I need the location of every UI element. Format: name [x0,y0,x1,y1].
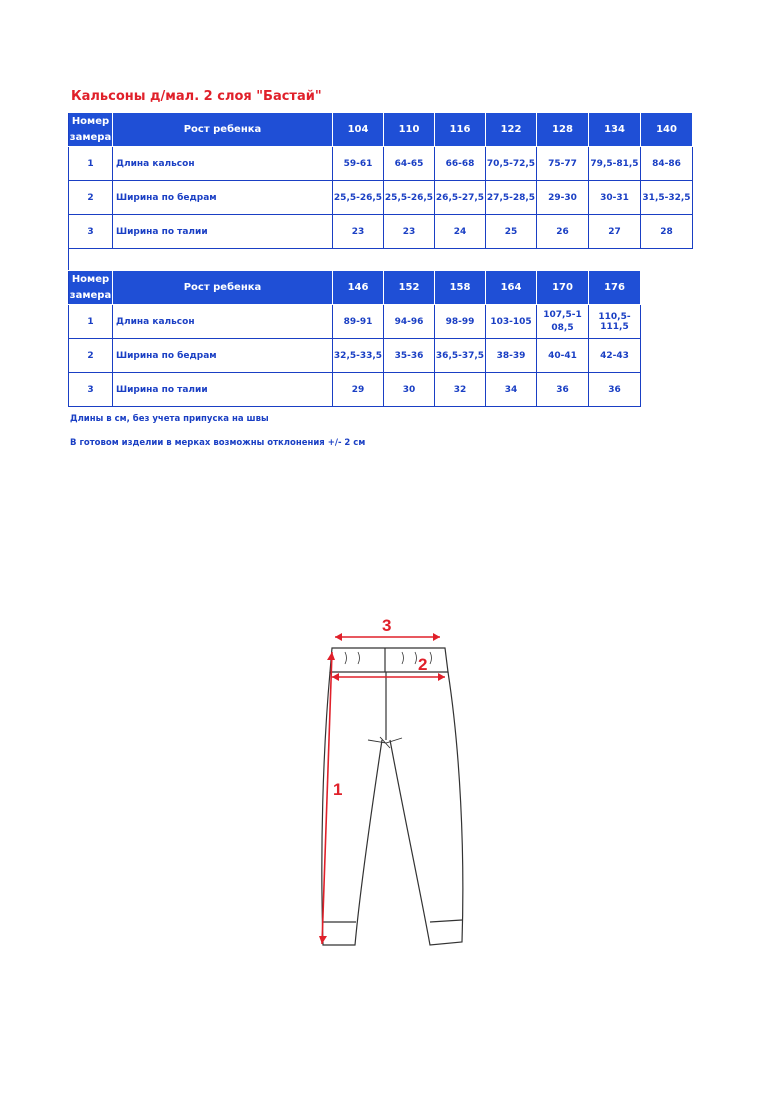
table-cell: 36,5-37,5 [435,339,486,373]
measure-number: 2 [69,181,113,215]
table-cell: 59-61 [333,147,384,181]
table-cell: 35-36 [384,339,435,373]
table-row [69,215,693,249]
note-seam-allowance: Длины в см, без учета припуска на швы [70,414,269,424]
table-cell: 84-86 [641,147,693,181]
measure-name: Ширина по талии [113,373,333,407]
table-cell: 42-43 [589,339,641,373]
header-size: 170 [537,271,589,305]
table-cell: 27,5-28,5 [486,181,537,215]
table-cell: 24 [435,215,486,249]
waist-width-label: 3 [382,616,392,635]
table-cell: 107,5-108,5 [537,305,589,339]
table-cell: 94-96 [384,305,435,339]
table-cell: 110,5-111,5 [589,305,641,339]
page-title: Кальсоны д/мал. 2 слоя "Бастай" [71,89,322,104]
table-cell: 38-39 [486,339,537,373]
measure-name: Длина кальсон [113,305,333,339]
table-cell: 89-91 [333,305,384,339]
measure-number: 2 [69,339,113,373]
header-size: 176 [589,271,641,305]
header-height-label: Рост ребенка [113,113,333,147]
header-measure-number: Номер замера [69,113,113,147]
measure-number: 1 [69,147,113,181]
table-cell: 34 [486,373,537,407]
header-size: 116 [435,113,486,147]
table-cell: 26 [537,215,589,249]
table-row [69,373,641,407]
note-tolerance: В готовом изделии в мерках возможны отклонения +/- 2 см [70,438,366,448]
table-row [69,305,641,339]
table-cell: 28 [641,215,693,249]
table-row [69,181,693,215]
header-size: 104 [333,113,384,147]
measure-name: Ширина по бедрам [113,181,333,215]
size-table-2 [68,270,641,407]
table-header-row [69,113,693,147]
measure-name: Ширина по бедрам [113,339,333,373]
header-height-label: Рост ребенка [113,271,333,305]
header-size: 152 [384,271,435,305]
table-cell: 30 [384,373,435,407]
table-cell: 27 [589,215,641,249]
header-size: 128 [537,113,589,147]
table-cell: 98-99 [435,305,486,339]
table-cell: 23 [333,215,384,249]
table-cell: 32 [435,373,486,407]
table-cell: 103-105 [486,305,537,339]
hip-width-arrow [332,655,445,681]
table-cell: 23 [384,215,435,249]
table-cell: 36 [589,373,641,407]
header-size: 122 [486,113,537,147]
table-cell: 70,5-72,5 [486,147,537,181]
measure-name: Ширина по талии [113,215,333,249]
length-label: 1 [333,780,343,799]
table-cell: 25,5-26,5 [384,181,435,215]
hip-width-label: 2 [418,655,428,674]
header-size: 134 [589,113,641,147]
header-measure-number: Номер замера [69,271,113,305]
measure-number: 1 [69,305,113,339]
table-cell: 64-65 [384,147,435,181]
table-cell: 66-68 [435,147,486,181]
table-cell: 32,5-33,5 [333,339,384,373]
measure-number: 3 [69,215,113,249]
table-row [69,339,641,373]
table-cell: 31,5-32,5 [641,181,693,215]
table-cell: 25,5-26,5 [333,181,384,215]
table-cell: 40-41 [537,339,589,373]
table-cell: 25 [486,215,537,249]
table-cell: 29-30 [537,181,589,215]
header-size: 146 [333,271,384,305]
table-cell: 29 [333,373,384,407]
table-cell: 26,5-27,5 [435,181,486,215]
table-header-row [69,271,641,305]
header-size: 140 [641,113,693,147]
table-divider [68,249,69,270]
waist-width-arrow [335,616,440,641]
table-cell: 30-31 [589,181,641,215]
table-cell: 36 [537,373,589,407]
header-size: 164 [486,271,537,305]
table-row [69,147,693,181]
pants-measurement-diagram [290,590,490,960]
table-cell: 75-77 [537,147,589,181]
measure-name: Длина кальсон [113,147,333,181]
header-size: 158 [435,271,486,305]
size-table-1 [68,112,693,249]
header-size: 110 [384,113,435,147]
measure-number: 3 [69,373,113,407]
pants-outline [322,648,463,945]
table-cell: 79,5-81,5 [589,147,641,181]
